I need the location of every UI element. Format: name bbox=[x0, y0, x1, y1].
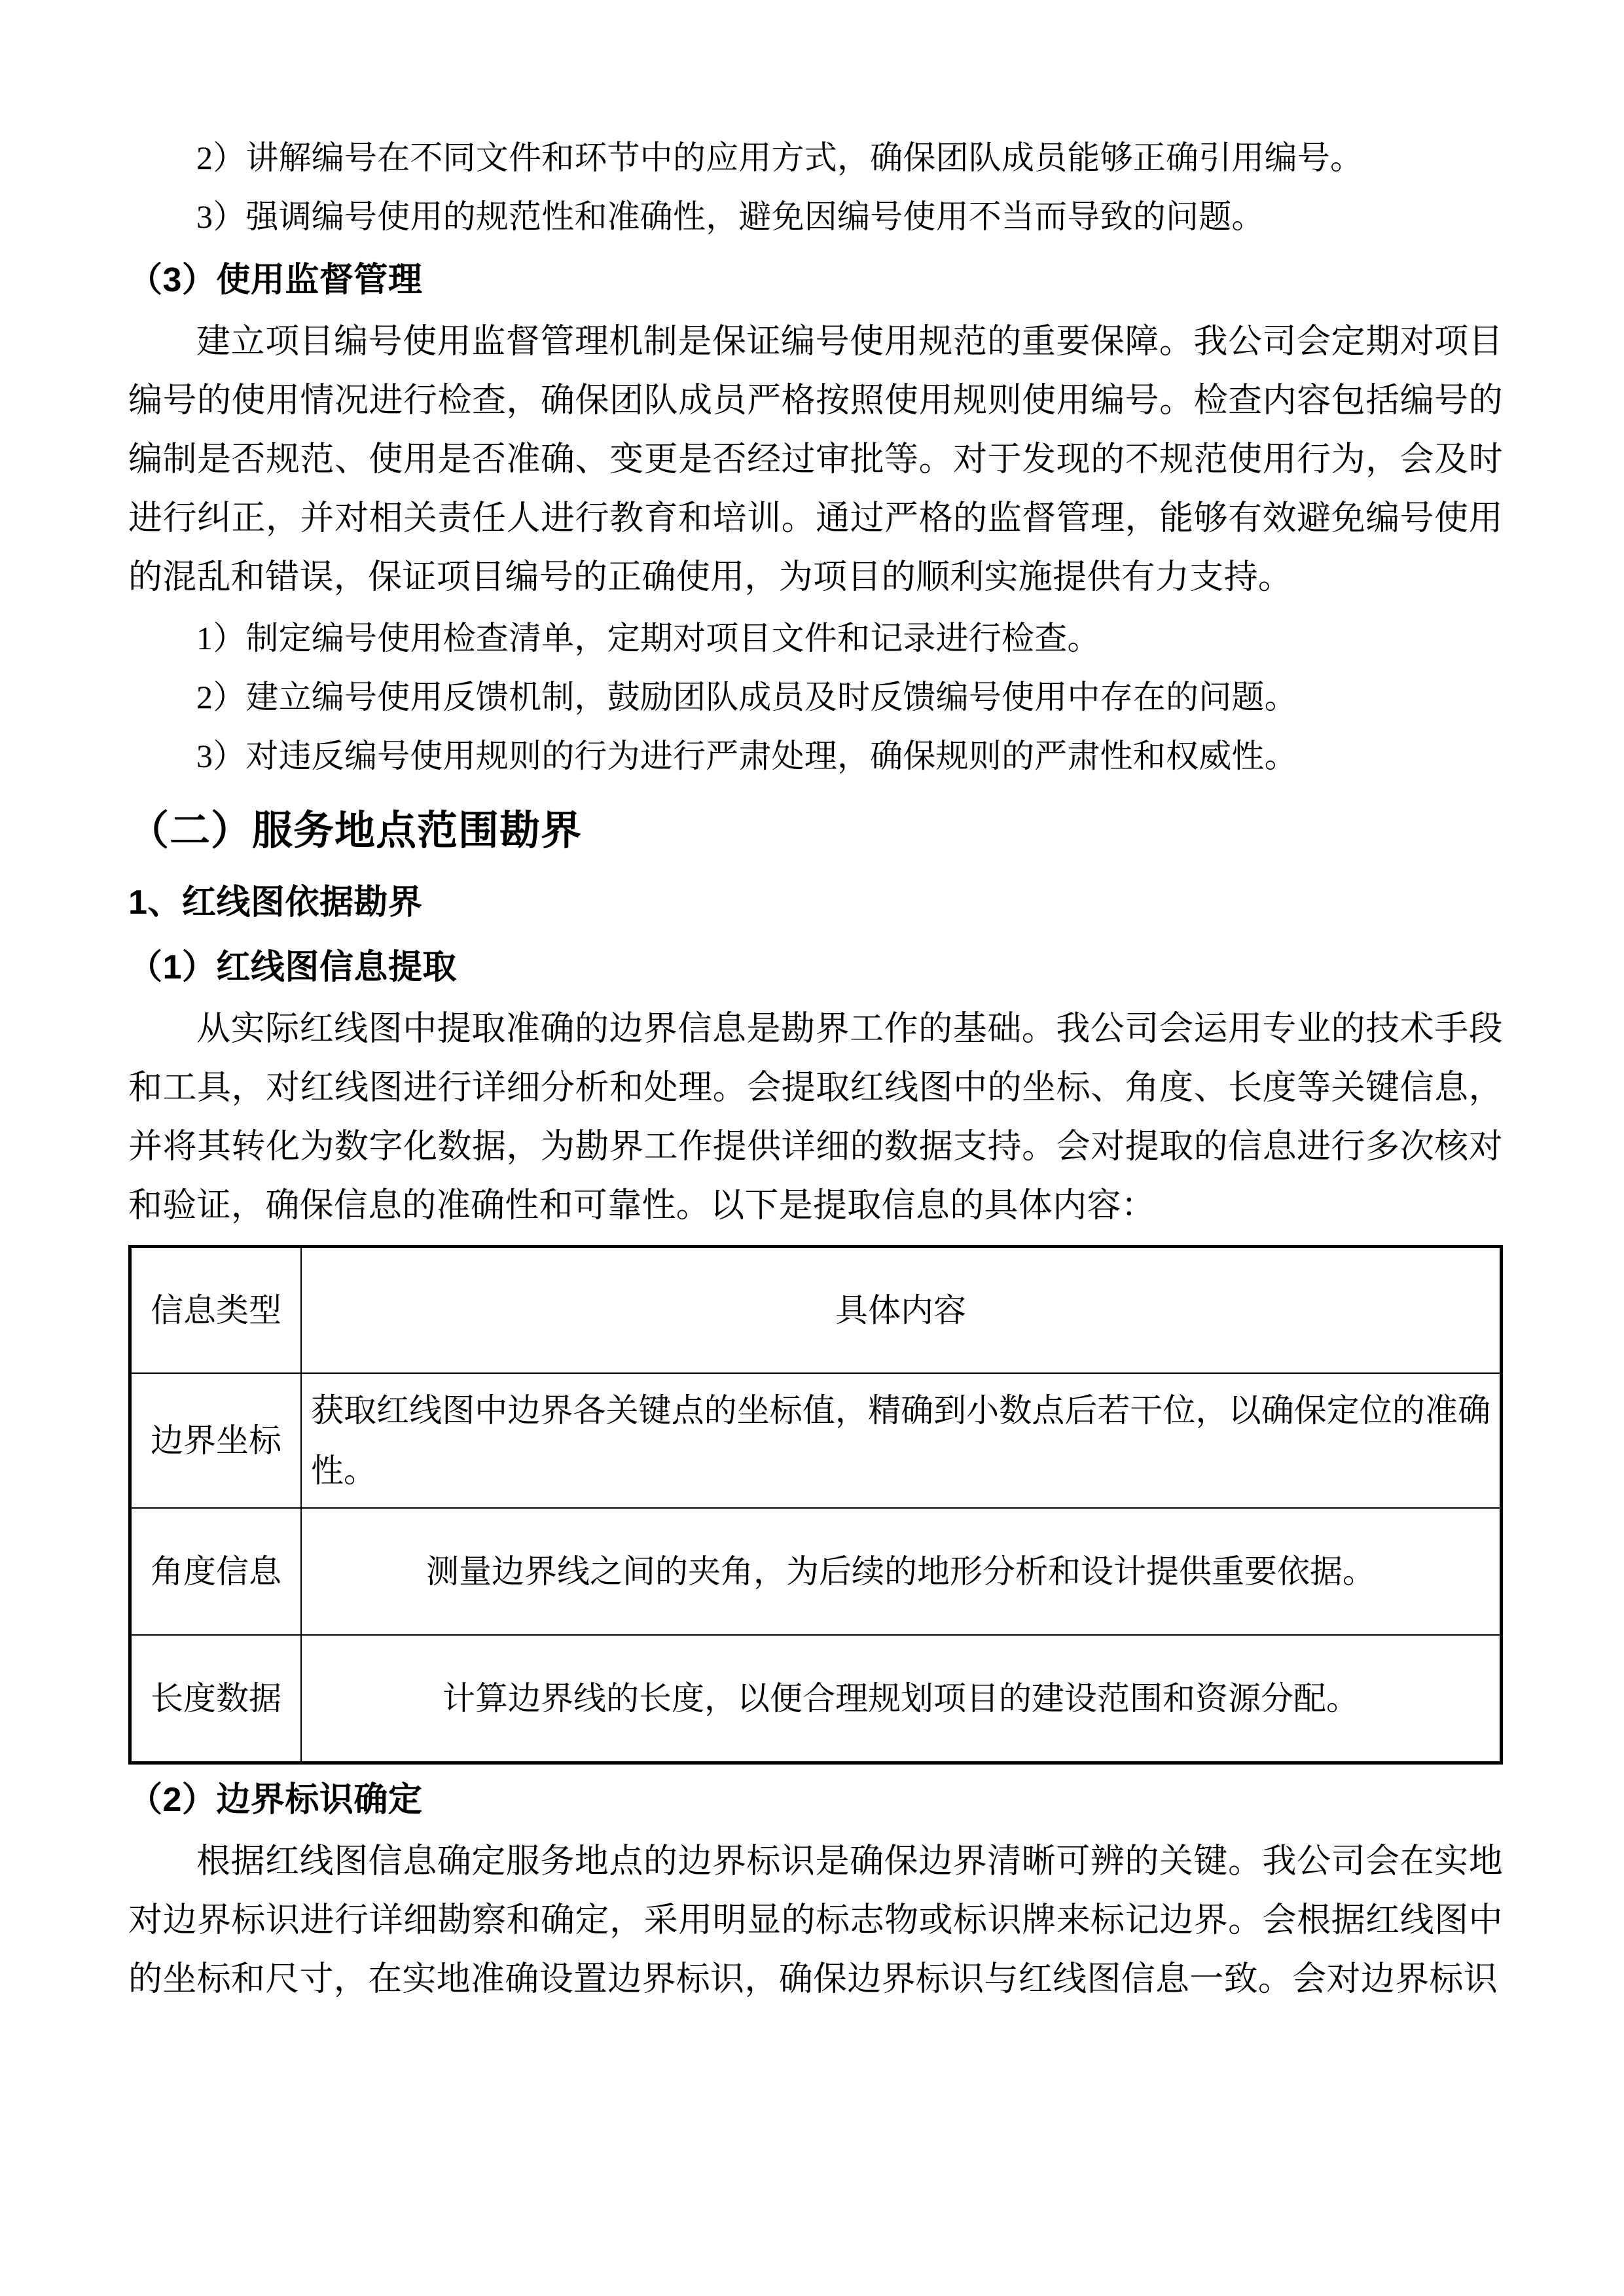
table-cell-content-text: 测量边界线之间的夹角，为后续的地形分析和设计提供重要依据。 bbox=[426, 1553, 1375, 1590]
table-row bbox=[130, 1373, 1502, 1508]
table-cell-content bbox=[301, 1373, 1502, 1508]
table-cell-type: 角度信息 bbox=[130, 1508, 302, 1635]
table-cell-type: 边界坐标 bbox=[130, 1373, 302, 1508]
table-cell-content bbox=[301, 1635, 1502, 1763]
table-cell-content-text: 计算边界线的长度，以便合理规划项目的建设范围和资源分配。 bbox=[442, 1680, 1359, 1717]
table-cell-content-text: 获取红线图中边界各关键点的坐标值，精确到小数点后若干位，以确保定位的准确性。 bbox=[311, 1392, 1490, 1489]
table-row bbox=[130, 1508, 1502, 1635]
heading-redline-extract: （1）红线图信息提取 bbox=[128, 948, 457, 986]
list-item: 2）讲解编号在不同文件和环节中的应用方式，确保团队成员能够正确引用编号。 bbox=[196, 139, 1363, 176]
heading-boundary-marker: （2）边界标识确定 bbox=[128, 1781, 423, 1819]
table-header-content-text: 具体内容 bbox=[835, 1292, 966, 1329]
table-header-row bbox=[130, 1247, 1502, 1374]
paragraph-extract: 从实际红线图中提取准确的边界信息是勘界工作的基础。我公司会运用专业的技术手段和工具，对红线图进行详细分析和处理。会提取红线图中的坐标、角度、长度等关键信息，并将其转化为数字化数据，为勘界工作提供详细的数据支持。会对提取的信息进行多次核对和验证，确保信息的准确性和可靠性。以下是提取信息的具体内容： bbox=[128, 1011, 1503, 1225]
info-extraction-table bbox=[128, 1245, 1503, 1765]
list-item: 3）强调编号使用的规范性和准确性，避免因编号使用不当而导致的问题。 bbox=[196, 198, 1265, 235]
table-cell-content bbox=[301, 1508, 1502, 1635]
table-cell-type: 长度数据 bbox=[130, 1635, 302, 1763]
page-content bbox=[128, 128, 1503, 2009]
table-header-content bbox=[301, 1247, 1502, 1374]
table-header-type: 信息类型 bbox=[130, 1247, 302, 1374]
list-item: 1）制定编号使用检查清单，定期对项目文件和记录进行检查。 bbox=[196, 620, 1100, 656]
list-item: 2）建立编号使用反馈机制，鼓励团队成员及时反馈编号使用中存在的问题。 bbox=[196, 679, 1297, 715]
paragraph-supervision: 建立项目编号使用监督管理机制是保证编号使用规范的重要保障。我公司会定期对项目编号的使用情况进行检查，确保团队成员严格按照使用规则使用编号。检查内容包括编号的编制是否规范、使用是否准确、变更是否经过审批等。对于发现的不规范使用行为，会及时进行纠正，并对相关责任人进行教育和培训。通过严格的监督管理，能够有效避免编号使用的混乱和错误，保证项目编号的正确使用，为项目的顺利实施提供有力支持。 bbox=[128, 323, 1503, 596]
heading-redline-survey: 1、红线图依据勘界 bbox=[128, 884, 423, 922]
table-row bbox=[130, 1635, 1502, 1763]
list-item: 3）对违反编号使用规则的行为进行严肃处理，确保规则的严肃性和权威性。 bbox=[196, 738, 1297, 774]
heading-use-supervision: （3）使用监督管理 bbox=[128, 261, 423, 299]
paragraph-boundary-marker: 根据红线图信息确定服务地点的边界标识是确保边界清晰可辨的关键。我公司会在实地对边界标识进行详细勘察和确定，采用明显的标志物或标识牌来标记边界。会根据红线图中的坐标和尺寸，在实地准确设置边界标识，确保边界标识与红线图信息一致。会对边界标识 bbox=[128, 1843, 1503, 1998]
heading-section-two: （二）服务地点范围勘界 bbox=[128, 808, 583, 853]
